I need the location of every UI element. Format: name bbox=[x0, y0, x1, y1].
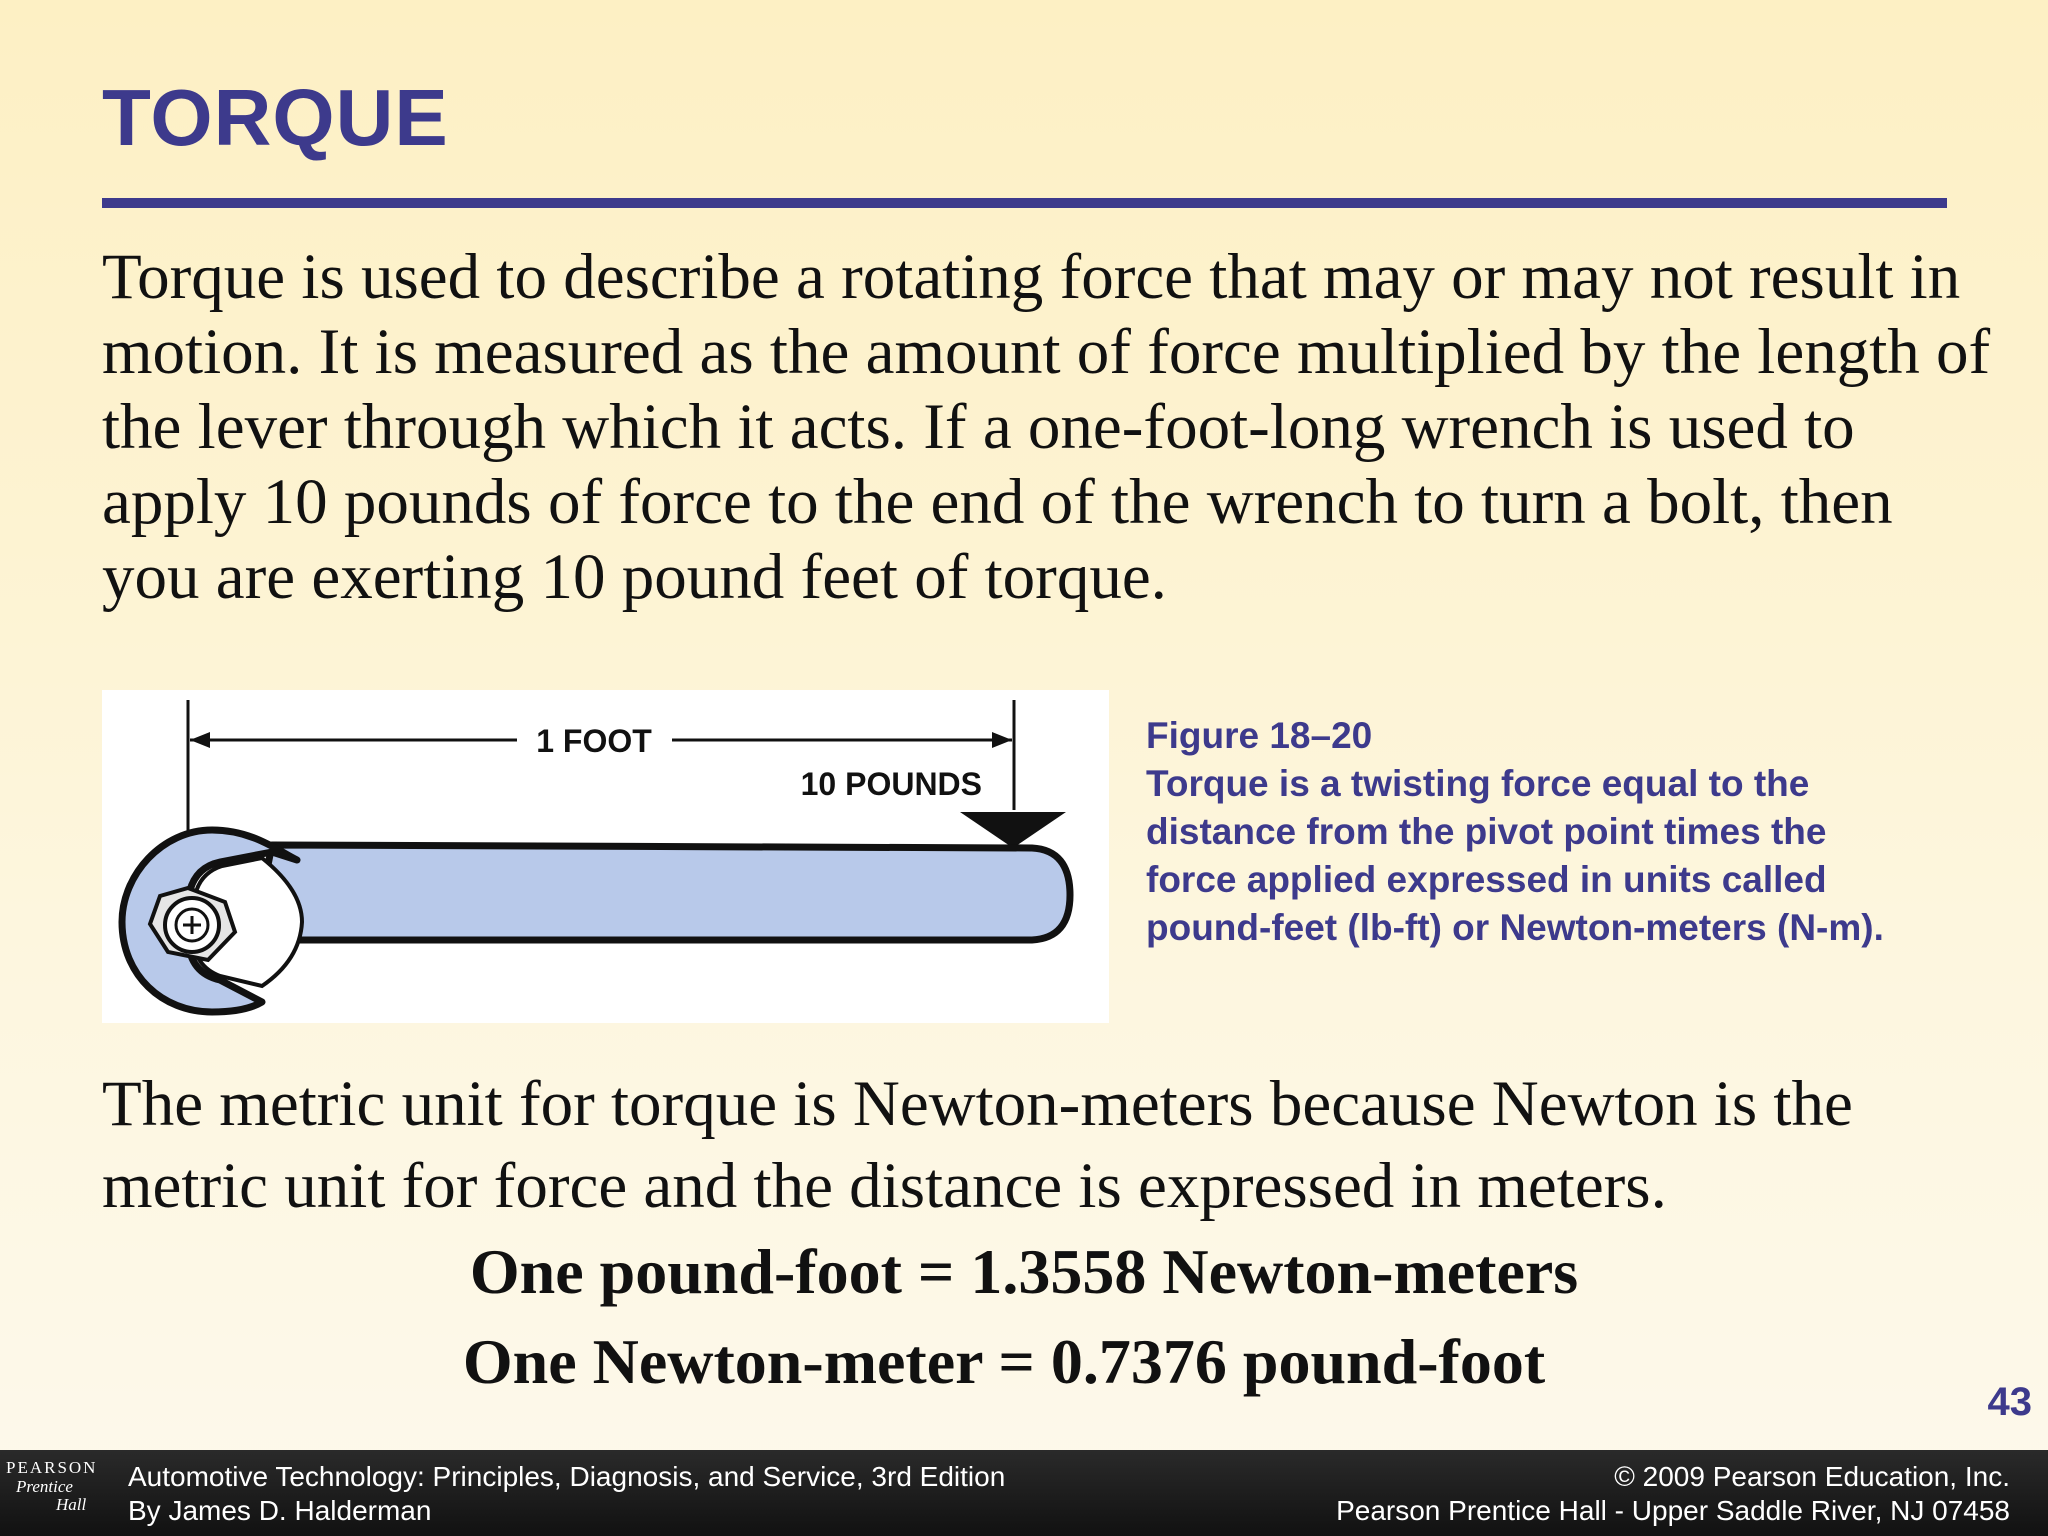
logo-brand: PEARSON bbox=[6, 1458, 98, 1477]
footer-author: By James D. Halderman bbox=[128, 1495, 432, 1526]
wrench-handle bbox=[252, 845, 1070, 945]
pearson-logo bbox=[6, 1458, 96, 1530]
caption-line: Torque is a twisting force equal to the bbox=[1146, 763, 1810, 804]
footer-copyright: © 2009 Pearson Education, Inc. bbox=[1614, 1461, 2010, 1492]
wrench-figure bbox=[102, 690, 1109, 1023]
page-number: 43 bbox=[1987, 1380, 2032, 1424]
logo-sub-hall: Hall bbox=[56, 1495, 87, 1514]
conversion-pound-foot: One pound-foot = 1.3558 Newton-meters bbox=[469, 1236, 1579, 1307]
caption-heading: Figure 18–20 bbox=[1146, 715, 1373, 756]
footer-bar bbox=[0, 1450, 2048, 1536]
footer-publisher: Pearson Prentice Hall - Upper Saddle River, NJ 07458 bbox=[1336, 1495, 2010, 1526]
conversion-newton-meter: One Newton-meter = 0.7376 pound-foot bbox=[462, 1326, 1546, 1397]
logo-sub-prentice: Prentice bbox=[16, 1477, 73, 1496]
caption-line: force applied expressed in units called bbox=[1146, 859, 1827, 900]
footer-book-title: Automotive Technology: Principles, Diagnosis, and Service, 3rd Edition bbox=[128, 1461, 1006, 1492]
arrow-right-icon bbox=[992, 732, 1012, 748]
force-label: 10 POUNDS bbox=[800, 766, 982, 802]
caption-line: distance from the pivot point times the bbox=[1146, 811, 1827, 852]
slide-title: TORQUE bbox=[102, 73, 449, 162]
footer-book-info bbox=[128, 1460, 1005, 1528]
caption-line: pound-feet (lb-ft) or Newton-meters (N-m). bbox=[1146, 907, 1884, 948]
figure-caption bbox=[1146, 712, 1976, 952]
wrench-illustration bbox=[102, 690, 1109, 1023]
force-arrow-icon bbox=[960, 812, 1066, 848]
footer-publisher-info bbox=[1336, 1460, 2010, 1528]
arrow-left-icon bbox=[190, 732, 210, 748]
title-divider bbox=[102, 198, 1947, 208]
distance-label: 1 FOOT bbox=[536, 723, 652, 759]
metric-paragraph: The metric unit for torque is Newton-meters because Newton is the metric unit for force and the distance is expressed in meters. bbox=[102, 1068, 1853, 1222]
intro-paragraph: Torque is used to describe a rotating force that may or may not result in motion. It is measured as the amount of force multiplied by the length of the lever through which it acts. If a one-foot-long wrench is used to apply 10 pounds of force to the end of the wrench to turn a bolt, then you are exerting 10 pound feet of torque. bbox=[102, 241, 1991, 613]
